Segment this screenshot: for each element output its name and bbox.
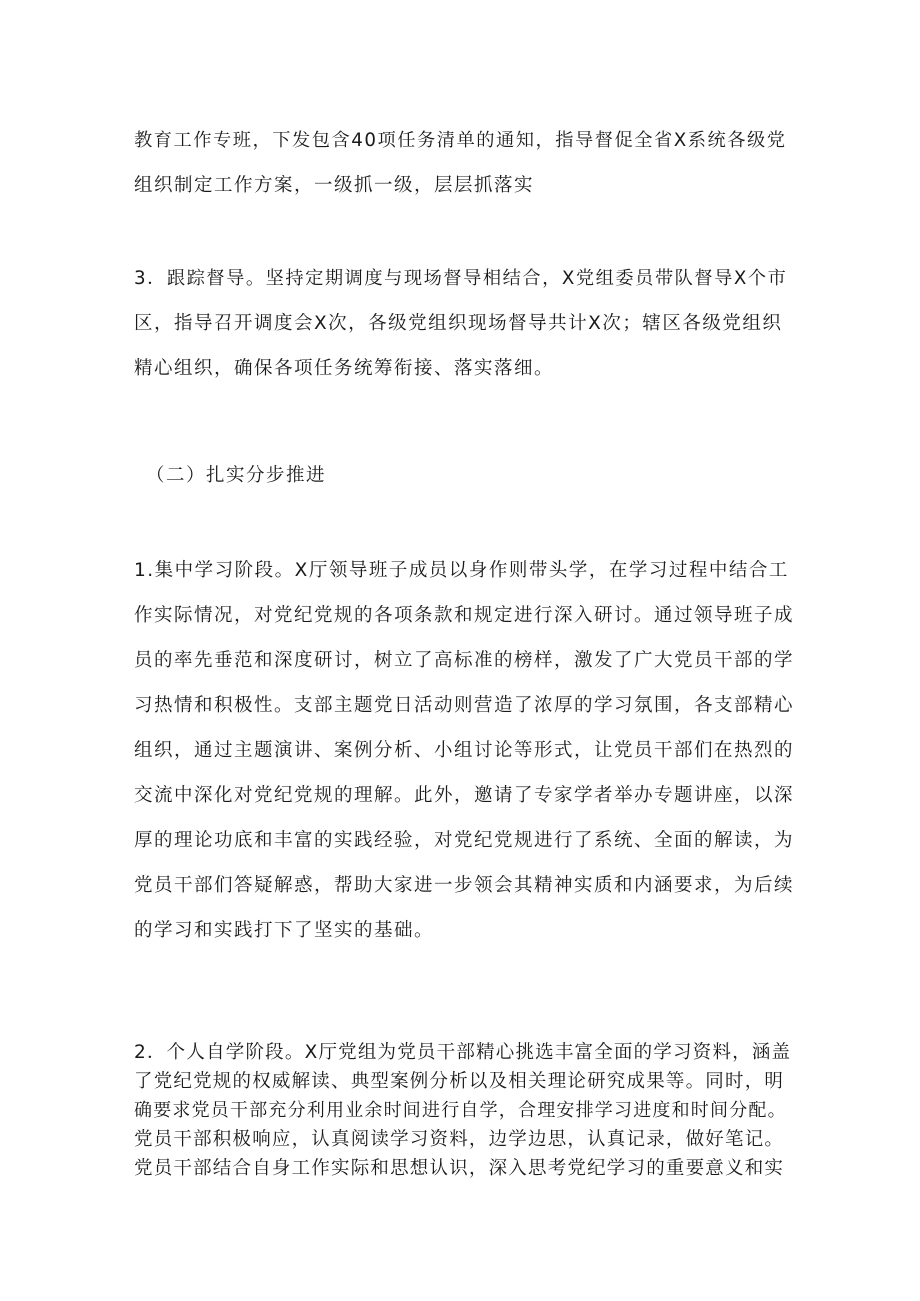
text-line: 组织，通过主题演讲、案例分析、小组讨论等形式，让党员干部们在热烈的 <box>134 740 795 761</box>
text-line: 的学习和实践打下了坚实的基础。 <box>134 920 435 941</box>
text-line: 确要求党员干部充分利用业余时间进行自学，合理安排学习进度和时间分配。 <box>134 1100 787 1121</box>
text-line: 精心组织，确保各项任务统筹衔接、落实落细。 <box>134 358 555 379</box>
text-line: 了党纪党规的权威解读、典型案例分析以及相关理论研究成果等。同时，明 <box>134 1071 785 1092</box>
text-line: 2．个人自学阶段。X厅党组为党员干部精心挑选丰富全面的学习资料，涵盖 <box>134 1042 792 1063</box>
text-line: 3．跟踪督导。坚持定期调度与现场督导相结合，X党组委员带队督导X个市 <box>134 268 788 289</box>
text-line: 党员干部们答疑解惑，帮助大家进一步领会其精神实质和内涵要求，为后续 <box>134 875 795 896</box>
text-line: 厚的理论功底和丰富的实践经验，对党纪党规进行了系统、全面的解读，为 <box>134 830 795 851</box>
text-line: 习热情和积极性。支部主题党日活动则营造了浓厚的学习氛围，各支部精心 <box>134 695 795 716</box>
text-line: 党员干部结合自身工作实际和思想认识，深入思考党纪学习的重要意义和实 <box>134 1158 785 1179</box>
text-line: 交流中深化对党纪党规的理解。此外，邀请了专家学者举办专题讲座，以深 <box>134 785 795 806</box>
paragraph-task-list <box>134 118 794 208</box>
text-line: 1.集中学习阶段。X厅领导班子成员以身作则带头学，在学习过程中结合工 <box>134 560 789 581</box>
paragraph-centralized-study <box>134 548 794 953</box>
text-line: 作实际情况，对党纪党规的各项条款和规定进行深入研讨。通过领导班子成 <box>134 605 795 626</box>
section-heading <box>146 453 806 498</box>
text-line: 教育工作专班，下发包含40项任务清单的通知，指导督促全省X系统各级党 <box>134 130 787 151</box>
paragraph-self-study <box>134 1038 794 1183</box>
text-line: 党员干部积极响应，认真阅读学习资料，边学边思，认真记录，做好笔记。 <box>134 1129 785 1150</box>
text-line: 区，指导召开调度会X次，各级党组织现场督导共计X次；辖区各级党组织 <box>134 313 783 334</box>
text-line: 组织制定工作方案，一级抓一级，层层抓落实 <box>134 175 535 196</box>
heading-text: （二）扎实分步推进 <box>146 465 327 486</box>
paragraph-supervision <box>134 256 794 391</box>
text-line: 员的率先垂范和深度研讨，树立了高标准的榜样，激发了广大党员干部的学 <box>134 650 795 671</box>
